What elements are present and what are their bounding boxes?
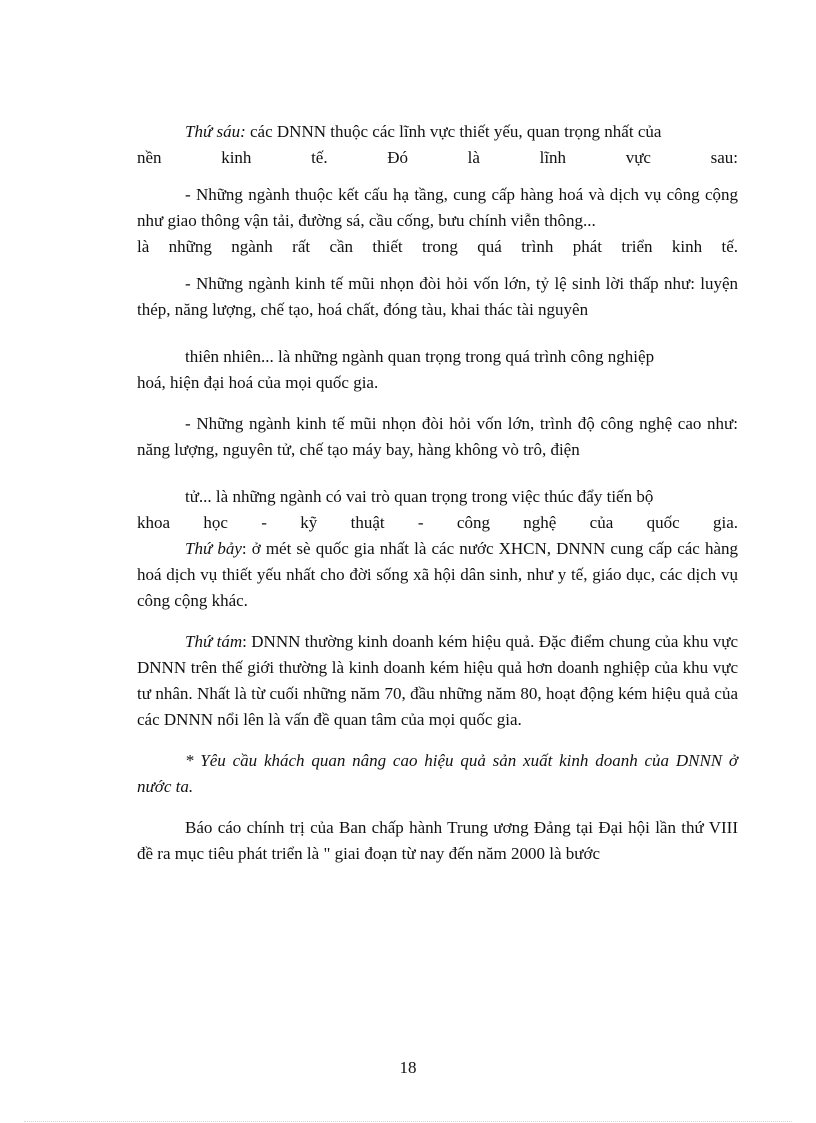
paragraph-text: tử... là những ngành có vai trò quan trọng trong việc thúc đẩy tiến bộ <box>185 487 654 506</box>
paragraph-text-hanging-justified-line: khoa học - kỹ thuật - công nghệ của quốc gia. <box>137 513 738 532</box>
paragraph-text: - Những ngành thuộc kết cấu hạ tầng, cung cấp hàng hoá và dịch vụ công cộng như giao thông vận tải, đường sá, cầu cống, bưu chính viễn thông... <box>137 185 738 230</box>
paragraph-thu-sau <box>137 119 738 171</box>
paragraph-text-hanging-line: hoá, hiện đại hoá của mọi quốc gia. <box>137 373 379 392</box>
paragraph-text: : DNNN thường kinh doanh kém hiệu quả. Đặc điểm chung của khu vực DNNN trên thế giới thường là kinh doanh kém hiệu quả hơn doanh nghiệp của khu vực tư nhân. Nhất là từ cuối những năm 70, đầu những năm 80, hoạt động kém hiệu quả của các DNNN nổi lên là vấn đề quan tâm của mọi quốc gia. <box>137 632 738 729</box>
paragraph-thu-bay <box>137 536 738 614</box>
paragraph-spearhead-industries: - Những ngành kinh tế mũi nhọn đòi hỏi vốn lớn, tỷ lệ sinh lời thấp như: luyện thép, năng lượng, chế tạo, hoá chất, đóng tàu, khai thác tài nguyên <box>137 274 738 319</box>
paragraph-text: : ở mét sè quốc gia nhất là các nước XHCN, DNNN cung cấp các hàng hoá dịch vụ thiết yếu nhất cho đời sống xã hội dân sinh, như y tế, giáo dục, các dịch vụ công cộng khác. <box>137 539 738 610</box>
page-number: 18 <box>399 1058 417 1077</box>
paragraph-lead: Thứ bảy <box>185 539 242 558</box>
paragraph-text-justified-line: là những ngành rất cần thiết trong quá trình phát triển kinh tế. <box>137 237 738 256</box>
paragraph-natural-resources <box>137 344 738 396</box>
paragraph-lead: Thứ tám <box>185 632 243 651</box>
paragraph-lead: Thứ sáu: <box>185 122 246 141</box>
section-heading-objective-requirement: * Yêu cầu khách quan nâng cao hiệu quả sản xuất kinh doanh của DNNN ở nước ta. <box>137 751 738 796</box>
paragraph-thu-tam <box>137 629 738 733</box>
paragraph-text-justified-line: nền kinh tế. Đó là lĩnh vực sau: <box>137 148 738 167</box>
paragraph-electronics <box>137 484 738 536</box>
paragraph-infrastructure <box>137 182 738 260</box>
page-body <box>137 119 738 867</box>
paragraph-political-report: Báo cáo chính trị của Ban chấp hành Trung ương Đảng tại Đại hội lần thứ VIII đề ra mục tiêu phát triển là " giai đoạn từ nay đến năm 2000 là bước <box>137 818 738 863</box>
page-bottom-divider <box>24 1121 792 1122</box>
paragraph-high-technology: - Những ngành kinh tế mũi nhọn đòi hỏi vốn lớn, trình độ công nghệ cao như: năng lượng, nguyên tử, chế tạo máy bay, hàng không vò trô, điện <box>137 414 738 459</box>
paragraph-text: các DNNN thuộc các lĩnh vực thiết yếu, quan trọng nhất của <box>245 122 662 141</box>
paragraph-text: thiên nhiên... là những ngành quan trọng trong quá trình công nghiệp <box>185 347 655 366</box>
